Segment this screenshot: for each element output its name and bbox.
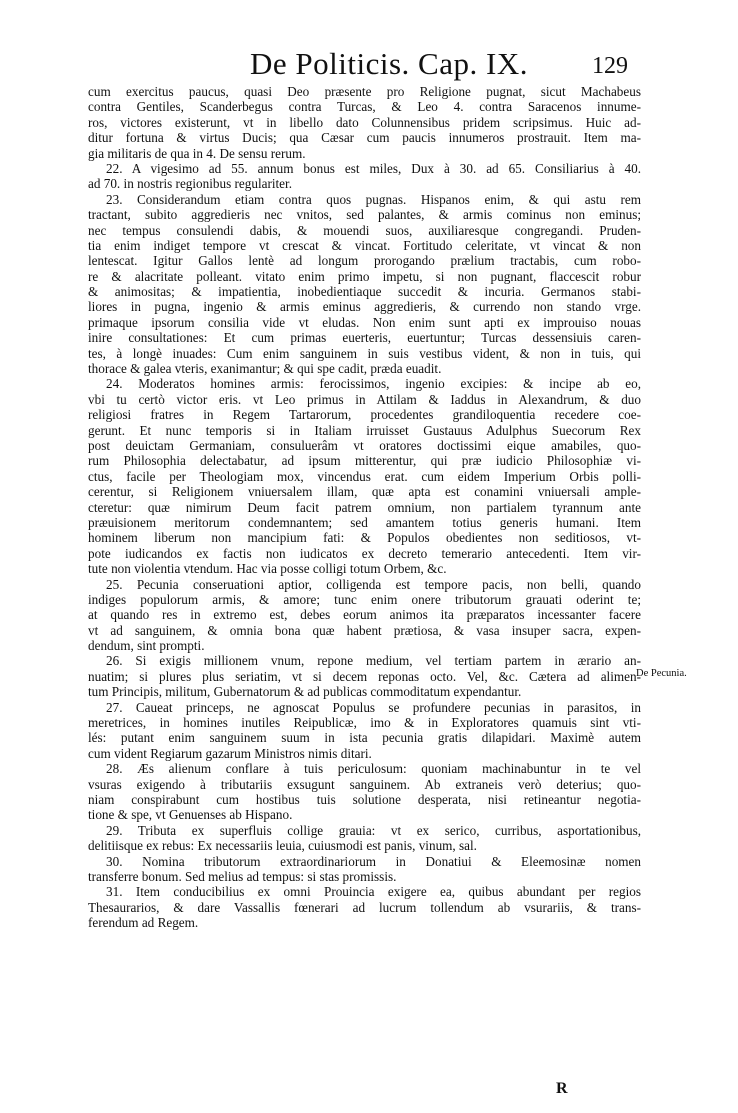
- text-line: gerunt. Et nunc temporis si in Italiam irruisset Gustauus Adulphus Suecorum Rex: [88, 422, 641, 438]
- text-line: cerentur, si Religionem vniuersalem illam, quæ apta est conamini vniuersali ample-: [88, 484, 641, 500]
- text-line: nuatim; si plures plus seriatim, vt si decem reponas octo. Vel, &c. Cætera ad alimen-: [88, 668, 641, 684]
- text-line: indiges populorum armis, & amore; tunc enim onere tributorum grauati oderint te;: [88, 591, 641, 607]
- text-line: 22. A vigesimo ad 55. annum bonus est miles, Dux à 30. ad 65. Consiliarius à 40.: [106, 160, 641, 176]
- text-line: post deuictam Germaniam, consuluerâm vt oratores doctissimi eique amabiles, quo-: [88, 437, 641, 453]
- text-line: religiosi fratres in Regem Tartarorum, procedentes grandiloquentia recedere coe-: [88, 407, 641, 423]
- text-line: tes, à longè inuades: Cum enim sanguinem in suis vestibus vident, & non in tuis, qui: [88, 345, 641, 361]
- page-number: 129: [592, 53, 628, 79]
- text-line: rum Philosophia delectabatur, ad ipsum mitterentur, qui præ iudicio Philosophiæ vi-: [88, 453, 641, 469]
- text-line: delitiisque ex rebus: Ex necessariis leuia, cuiusmodi est panis, vinum, sal.: [88, 838, 477, 854]
- text-line: ditur fortuna & virtus Ducis; qua Cæsar cum paucis innumeros prostrauit. Item ma-: [88, 130, 641, 146]
- text-line: Thesaurarios, & dare Vassallis fœnerari ad lucrum tollendum ab vsurariis, & trans-: [88, 899, 641, 915]
- text-line: cteretur: quæ nimirum Deum facit patrem omnium, non partialem tyrannum ante: [88, 499, 641, 515]
- text-line: ctus, facile per Theologiam mox, vincendus erat. cum eidem Imperium Orbis polli-: [88, 468, 641, 484]
- text-line: tractant, subito aggredieris nec vnitos, sed palantes, & armis cominus non eminus;: [88, 207, 641, 223]
- text-line: re & alacritate polleant. vitato enim primo impetu, si non pugnant, flaccescit robur: [88, 268, 641, 284]
- text-line: liores in pugna, ingenio & armis eminus aggredieris, & currendo non stando vrge.: [88, 299, 641, 315]
- text-line: ad 70. in nostris regionibus regulariter.: [88, 176, 292, 192]
- text-line: primaque ipsorum consilia vide vt eludas. Non enim sunt apti ex improuiso nouas: [88, 314, 641, 330]
- text-line: 28. Æs alienum conflare à tuis periculosum: quoniam machinabuntur in te vel: [106, 761, 641, 777]
- text-line: & animositas; & impatientia, inobedientiaque succedit & incuria. Germanos stabi-: [88, 284, 641, 300]
- text-line: niam conspirabunt cum hostibus tuis solutione desperata, nisi retineantur negotia-: [88, 791, 641, 807]
- text-line: at quando res in extremo est, debes eorum animos ita præparatos incessanter facere: [88, 607, 641, 623]
- text-line: hominem liberum non mancipium fati: & Populos obedientes non seditiosos, vt-: [88, 530, 641, 546]
- text-line: ros, victores existerunt, vt in libello dato Colunnensibus pridem scripsimus. Huic ad-: [88, 114, 641, 130]
- running-head: [0, 44, 738, 84]
- text-line: vbi tu certò victor eris. vt Leo primus in Attilam & Iaddus in Alexandrum, & duo: [88, 391, 641, 407]
- text-line: 25. Pecunia conseruationi aptior, colligenda est tempore pacis, non belli, quando: [106, 576, 641, 592]
- text-line: dendum, sint prompti.: [88, 638, 205, 654]
- text-line: inire consultationes: Et cum primas euerteris, euertuntur; Turcas dessensiuis caren-: [88, 330, 641, 346]
- marginal-note: De Pecunia.: [636, 668, 687, 679]
- text-line: 24. Moderatos homines armis: ferocissimos, ingenio excipies: & incipe ab eo,: [106, 376, 641, 392]
- text-line: pote iudicandos ex factis non iudicatos ex decreto temerario antecedenti. Item vir-: [88, 545, 641, 561]
- text-line: nec tempus consulendi dabis, & mouendi suos, auxiliaresque congregandi. Pruden-: [88, 222, 641, 238]
- text-line: gia militaris de qua in 4. De sensu rerum.: [88, 145, 306, 161]
- text-line: transferre bonum. Sed melius ad tempus: si stas promissis.: [88, 868, 397, 884]
- text-line: 26. Si exigis millionem vnum, repone medium, vel tertiam partem in ærario an-: [106, 653, 641, 669]
- text-line: ferendum ad Regem.: [88, 915, 199, 931]
- text-line: 30. Nomina tributorum extraordinariorum in Donatiui & Eleemosinæ nomen: [106, 853, 641, 869]
- text-line: 29. Tributa ex superfluis collige grauia: vt ex serico, curribus, asportationibus,: [106, 822, 641, 838]
- text-line: 27. Caueat princeps, ne agnoscat Populus se profundere pecunias in parasitos, in: [106, 699, 641, 715]
- text-line: tia enim indiget tempore vt crescat & vincat. Fortitudo celeritate, vt vincat & non: [88, 237, 641, 253]
- text-line: tute non violentia vtendum. Hac via posse colligi totum Orbem, &c.: [88, 561, 447, 577]
- text-line: contra Gentiles, Scanderbegus contra Turcas, & Leo 4. contra Saracenos innume-: [88, 99, 641, 115]
- signature-mark: R: [556, 1080, 568, 1097]
- text-line: vsuras exigendo à tributariis exsugunt sanguinem. Ab extraneis verò deterius; quo-: [88, 776, 641, 792]
- text-line: lentescat. Igitur Gallos lentè ad longum prorogando prælium tractabis, cum robo-: [88, 253, 641, 269]
- text-line: vt ad sanguinem, & omnia bona quæ habent prætiosa, & vasa insuper sacra, expen-: [88, 622, 641, 638]
- page-title: De Politicis. Cap. IX.: [250, 46, 528, 81]
- text-line: cum exercitus paucus, quasi Deo præsente pro Religione pugnat, sicut Machabeus: [88, 84, 641, 99]
- text-line: tione & spe, vt Genuenses ab Hispano.: [88, 807, 293, 823]
- body-text: [88, 84, 641, 930]
- text-line: præuisionem meritorum condemnantem; sed amantem totius generis humani. Item: [88, 514, 641, 530]
- text-line: cum vident Regiarum gazarum Ministros nimis ditari.: [88, 745, 372, 761]
- text-line: meretrices, in homines inutiles Reipublicæ, imo & in Exploratores quamuis sint vti-: [88, 715, 641, 731]
- text-line: tum Principis, militum, Gubernatorum & ad publicas commoditatum expendantur.: [88, 684, 522, 700]
- text-line: 31. Item conducibilius ex omni Prouincia exigere ea, quibus abundant per regios: [106, 884, 641, 900]
- text-line: thorace & galea vteris, exanimantur; & qui spe cadit, præda euadit.: [88, 361, 442, 377]
- text-line: 23. Considerandum etiam contra quos pugnas. Hispanos enim, & qui astu rem: [106, 191, 641, 207]
- text-line: lés: putant enim sanguinem suum in ista pecunia gratis dilapidari. Maximè autem: [88, 730, 641, 746]
